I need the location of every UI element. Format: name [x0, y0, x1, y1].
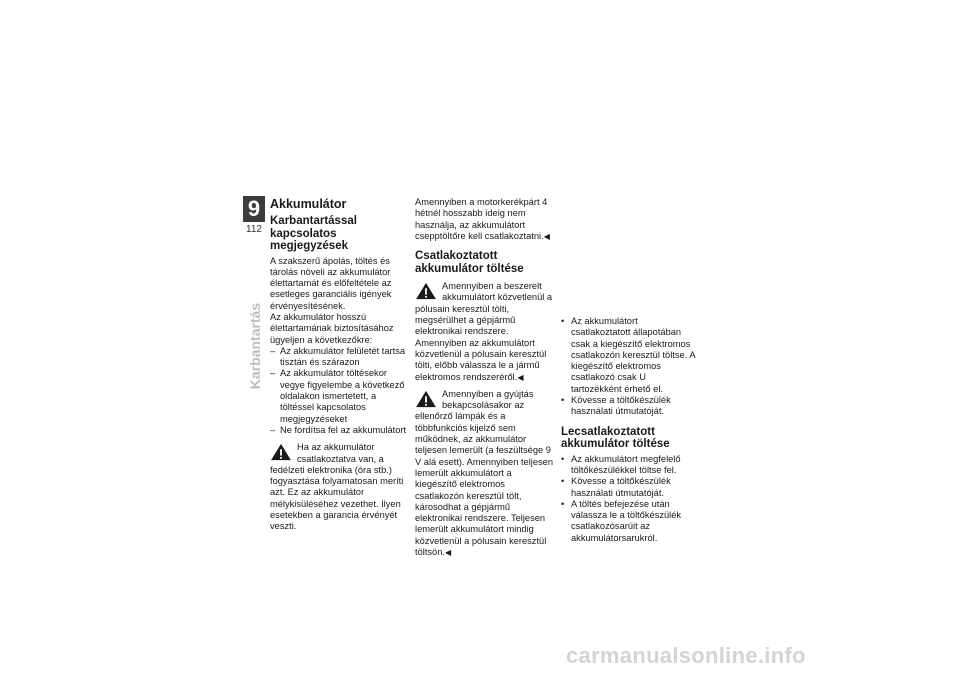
dash-mark: –	[270, 368, 276, 379]
warning-icon	[270, 443, 292, 461]
bullet-list	[561, 454, 699, 544]
list-item: • Az akkumulátort csatlakoztatott állapotában csak a kiegészítő elektromos csatlakozón keresztül töltse. A kiegészítő elektromos csatlakozó csak U tartozékként érhető el.	[561, 316, 696, 394]
bullet-mark: •	[561, 498, 565, 509]
warning-note: Amennyiben a beszerelt akkumulátort közvetlenül a pólusain keresztül tölti, megsérülhet a gépjármű elektronikai rendszere.	[415, 281, 553, 337]
bullet-mark: •	[561, 395, 565, 406]
list-item: – Az akkumulátor felületét tartsa tisztán és szárazon	[270, 345, 406, 368]
bullet-mark: •	[561, 316, 565, 326]
paragraph: Az akkumulátor hosszú élettartamának biztosításához ügyeljen a következőkre:	[270, 311, 394, 345]
paragraph: A szakszerű ápolás, töltés és tárolás növeli az akkumulátor élettartamát és előfeltétele az esetleges garanciális igények érvényesítésének.	[270, 255, 392, 311]
end-mark-icon: ◀	[517, 372, 524, 382]
section-heading-connected-charging: Csatlakoztatott akkumulátor töltése	[415, 250, 524, 275]
dash-mark: –	[270, 345, 276, 356]
bullet-list	[561, 316, 699, 418]
chapter-number: 9	[243, 196, 265, 222]
paragraph: Amennyiben a motorkerékpárt 4 hétnél hosszabb ideig nem használja, az akkumulátort csepptöltőre kell csatlakoztatni.◀	[415, 197, 550, 241]
dash-list	[270, 346, 408, 436]
page-title: Akkumulátor	[270, 197, 347, 211]
list-item: • Kövesse a töltőkészülék használati útmutatóját.	[561, 476, 671, 498]
end-mark-icon: ◀	[444, 548, 452, 558]
section-heading-disconnected-charging: Lecsatlakoztatott akkumulátor töltése	[561, 425, 670, 451]
list-item: • Kövesse a töltőkészülék használati útmutatóját.	[561, 395, 671, 417]
watermark: carmanualsonline.info	[566, 643, 806, 668]
chapter-side-label: Karbantartás	[247, 302, 263, 390]
page-number: 112	[246, 224, 262, 235]
warning-icon	[415, 390, 437, 408]
list-item: • A töltés befejezése után válassza le a töltőkészülék csatlakozósarúit az akkumulátorsarukról.	[561, 498, 682, 543]
bullet-mark: •	[561, 476, 565, 487]
end-mark-icon: ◀	[543, 231, 550, 241]
warning-note: Ha az akkumulátor csatlakoztatva van, a fedélzeti elektronika (óra stb.) fogyasztása folyamatosan meríti azt. Ez az akkumulátor mélykisüléséhez vezethet. Ilyen esetekben a garancia érvényét veszti.	[270, 442, 404, 532]
list-item: – Ne fordítsa fel az akkumulátort	[270, 424, 407, 435]
dash-mark: –	[270, 424, 276, 435]
column-3	[561, 316, 699, 544]
column-1	[270, 197, 408, 533]
section-heading-maintenance: Karbantartással kapcsolatos megjegyzések	[270, 215, 357, 252]
warning-icon	[415, 282, 437, 300]
bullet-mark: •	[561, 453, 565, 464]
column-2	[415, 197, 553, 558]
list-item: – Az akkumulátor töltésekor vegye figyelembe a következő oldalakon ismertetett, a töltéssel kapcsolatos megjegyzéseket	[270, 368, 405, 424]
warning-note: Amennyiben a gyújtás bekapcsolásakor az ellenőrző lámpák és a többfunkciós kijelző sem működnek, az akkumulátor teljesen lemerült (a feszültsége 9 V alá esett). Amennyiben teljesen lemerült akkumulátort a kiegészítő elektromos csatlakozón keresztül tölt, károsodhat a gépjármű elektronikai rendszere. Teljesen lemerült akkumulátort mindig közvetlenül a pólusain keresztül töltsön.◀	[415, 388, 553, 558]
list-item: • Az akkumulátort megfelelő töltőkészülékkel töltse fel.	[561, 453, 681, 475]
paragraph: Amennyiben az akkumulátort közvetlenül a pólusain keresztül tölti, előbb válassza le a jármű elektromos rendszeréről.◀	[415, 337, 547, 382]
